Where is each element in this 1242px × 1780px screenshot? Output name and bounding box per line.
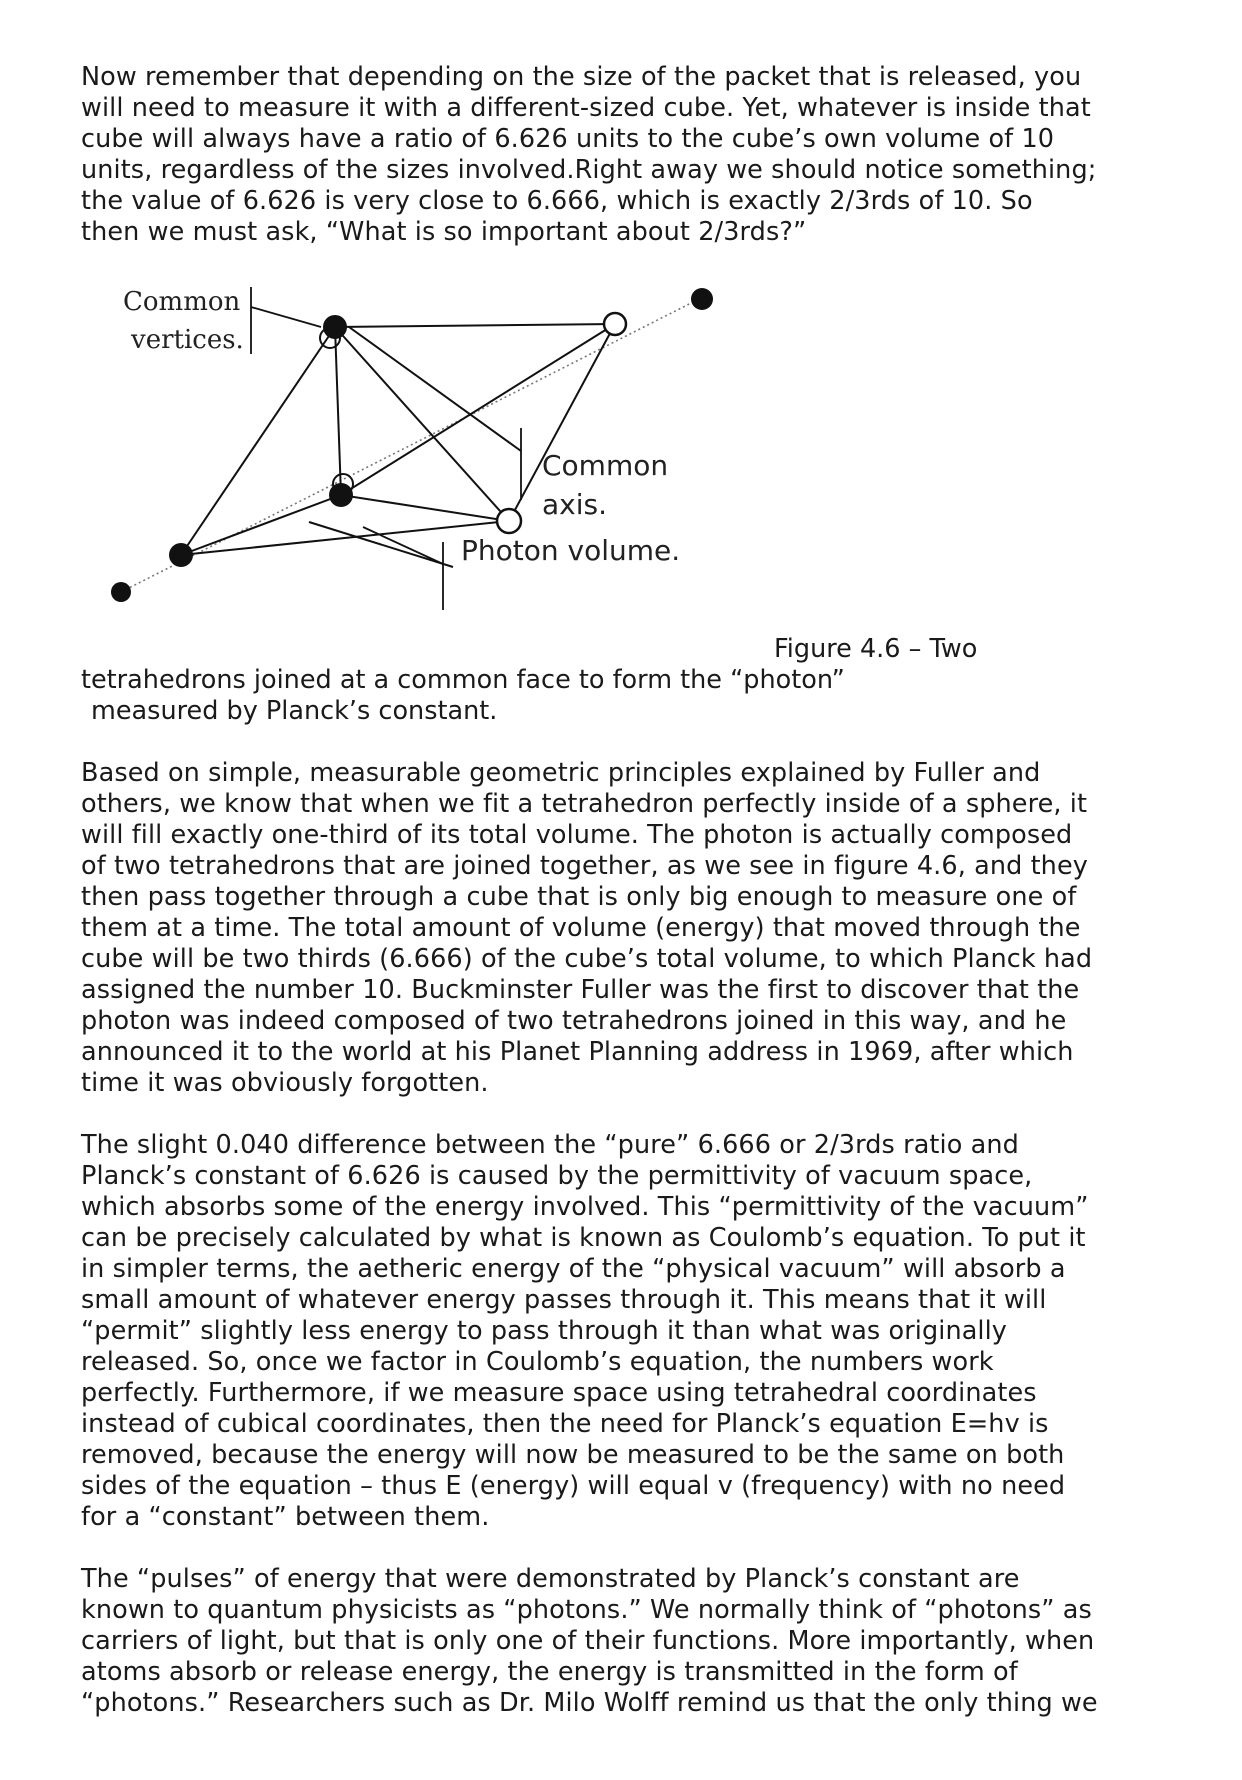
caption-line-1: Figure 4.6 – Two xyxy=(774,634,978,664)
figure-caption xyxy=(81,634,1171,727)
label-common-vertices-1: Common xyxy=(123,287,241,317)
tetrahedron-edges xyxy=(181,324,615,567)
label-photon-volume: Photon volume. xyxy=(461,534,681,567)
label-common-axis-2: axis. xyxy=(542,488,607,521)
photon-volume-bracket xyxy=(363,527,443,610)
vertex-bottom-left xyxy=(169,543,193,567)
caption-line-3: measured by Planck’s constant. xyxy=(91,696,498,726)
caption-line-2: tetrahedrons joined at a common face to form the “photon” xyxy=(81,665,845,695)
document-page xyxy=(81,62,1171,1719)
tetrahedron-diagram xyxy=(81,272,1171,634)
axis-endpoint-top xyxy=(691,288,713,310)
axis-endpoint-bottom xyxy=(111,582,131,602)
common-vertices-bracket xyxy=(251,287,321,354)
label-common-axis-1: Common xyxy=(542,449,669,482)
vertex-top-right-hollow xyxy=(604,313,626,335)
vertex-top-left xyxy=(323,315,347,339)
paragraph-intro: Now remember that depending on the size of the packet that is released, you will need to measure it with a different-sized cube. Yet, whatever is inside that cube will always have a ratio of 6.626 units to the cube’s own volume of 10 units, regardless of the sizes involved.Right away we should notice something; the value of 6.626 is very close to 6.666, which is exactly 2/3rds of 10. So then we must ask, “What is so important about 2/3rds?” xyxy=(81,62,1097,247)
label-common-vertices-2: vertices. xyxy=(131,325,244,355)
paragraph-permittivity: The slight 0.040 difference between the “pure” 6.666 or 2/3rds ratio and Planck’s constant of 6.626 is caused by the permittivity of vacuum space, which absorbs some of the energy involved. This “permittivity of the vacuum” can be precisely calculated by what is known as Coulomb’s equation. To put it in simpler terms, the aetheric energy of the “physical vacuum” will absorb a small amount of whatever energy passes through it. This means that it will “permit” slightly less energy to pass through it than what was originally released. So, once we factor in Coulomb’s equation, the numbers work perfectly. Furthermore, if we measure space using tetrahedral coordinates instead of cubical coordinates, then the need for Planck’s equation E=hv is removed, because the energy will now be measured to be the same on both sides of the equation – thus E (energy) will equal v (frequency) with no need for a “constant” between them. xyxy=(81,1130,1089,1532)
vertex-bottom-right xyxy=(497,509,521,533)
paragraph-fuller: Based on simple, measurable geometric principles explained by Fuller and others, we know that when we fit a tetrahedron perfectly inside of a sphere, it will fill exactly one-third of its total volume. The photon is actually composed of two tetrahedrons that are joined together, as we see in figure 4.6, and they then pass together through a cube that is only big enough to measure one of them at a time. The total amount of volume (energy) that moved through the cube will be two thirds (6.666) of the cube’s total volume, to which Planck had assigned the number 10. Buckminster Fuller was the first to discover that the photon was indeed composed of two tetrahedrons joined in this way, and he announced it to the world at his Planet Planning address in 1969, after which time it was obviously forgotten. xyxy=(81,758,1093,1098)
figure-4-6 xyxy=(81,272,1171,634)
paragraph-pulses: The “pulses” of energy that were demonstrated by Planck’s constant are known to quantum physicists as “photons.” We normally think of “photons” as carriers of light, but that is only one of their functions. More importantly, when atoms absorb or release energy, the energy is transmitted in the form of “photons.” Researchers such as Dr. Milo Wolff remind us that the only thing we xyxy=(81,1564,1098,1718)
